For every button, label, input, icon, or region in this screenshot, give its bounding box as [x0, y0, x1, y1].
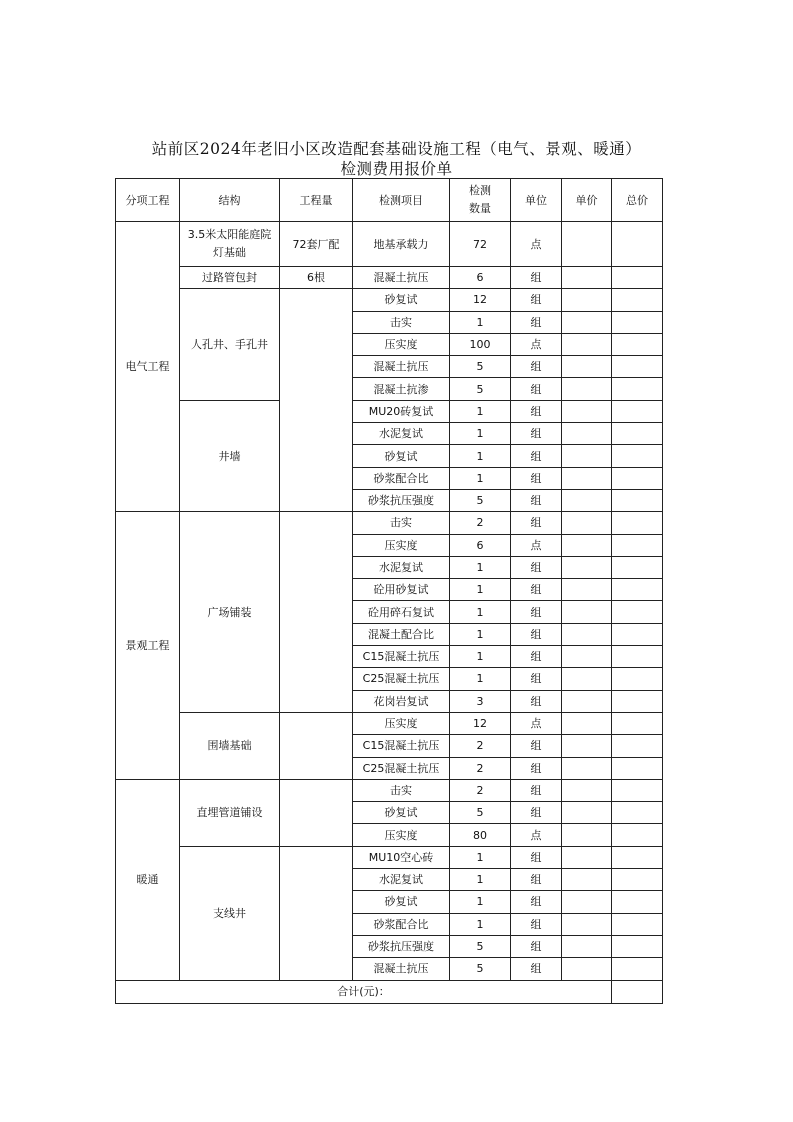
- header-unit-price: 单价: [562, 179, 612, 222]
- test-count: 6: [450, 267, 511, 289]
- unit-cell: 组: [511, 623, 562, 645]
- test-item: 击实: [353, 311, 450, 333]
- quote-table: [115, 178, 663, 1004]
- test-item: 砂浆配合比: [353, 913, 450, 935]
- unit-price-cell: [562, 222, 612, 267]
- unit-cell: 组: [511, 668, 562, 690]
- unit-cell: 组: [511, 913, 562, 935]
- test-count: 5: [450, 935, 511, 957]
- quantity-cell: 72套厂配: [280, 222, 353, 267]
- header-section: 分项工程: [116, 179, 180, 222]
- document-subtitle: 检测费用报价单: [340, 160, 453, 178]
- total-price-cell: [612, 467, 663, 489]
- unit-price-cell: [562, 356, 612, 378]
- total-price-cell: [612, 913, 663, 935]
- unit-price-cell: [562, 601, 612, 623]
- total-price-cell: [612, 824, 663, 846]
- total-price-cell: [612, 735, 663, 757]
- total-price-cell: [612, 802, 663, 824]
- unit-cell: 组: [511, 690, 562, 712]
- test-count: 100: [450, 333, 511, 355]
- unit-cell: 组: [511, 467, 562, 489]
- unit-price-cell: [562, 735, 612, 757]
- test-item: 砂浆抗压强度: [353, 935, 450, 957]
- header-quantity: 工程量: [280, 179, 353, 222]
- unit-price-cell: [562, 623, 612, 645]
- header-unit: 单位: [511, 179, 562, 222]
- test-count: 1: [450, 556, 511, 578]
- total-value-cell: [612, 980, 663, 1003]
- header-test-item: 检测项目: [353, 179, 450, 222]
- table-row: [116, 400, 663, 422]
- structure-cell: 人孔井、手孔井: [180, 289, 280, 400]
- test-item: 混凝土抗压: [353, 958, 450, 980]
- total-price-cell: [612, 378, 663, 400]
- test-count: 12: [450, 712, 511, 734]
- test-count: 5: [450, 356, 511, 378]
- total-price-cell: [612, 601, 663, 623]
- structure-cell: 广场铺装: [180, 512, 280, 713]
- test-item: 混凝土配合比: [353, 623, 450, 645]
- test-count: 5: [450, 489, 511, 511]
- total-price-cell: [612, 512, 663, 534]
- test-item: C15混凝土抗压: [353, 646, 450, 668]
- test-count: 1: [450, 423, 511, 445]
- test-count: 1: [450, 445, 511, 467]
- test-item: 地基承载力: [353, 222, 450, 267]
- unit-price-cell: [562, 712, 612, 734]
- total-price-cell: [612, 423, 663, 445]
- section-landscape: 景观工程: [116, 512, 180, 780]
- test-item: 击实: [353, 779, 450, 801]
- header-structure: 结构: [180, 179, 280, 222]
- total-price-cell: [612, 289, 663, 311]
- unit-cell: 点: [511, 333, 562, 355]
- total-price-cell: [612, 623, 663, 645]
- unit-price-cell: [562, 579, 612, 601]
- test-count: 6: [450, 534, 511, 556]
- table-row: [116, 267, 663, 289]
- test-item: 砂复试: [353, 891, 450, 913]
- unit-cell: 组: [511, 757, 562, 779]
- test-item: 砂复试: [353, 289, 450, 311]
- unit-price-cell: [562, 846, 612, 868]
- test-count: 5: [450, 958, 511, 980]
- total-price-cell: [612, 267, 663, 289]
- structure-cell: 过路管包封: [180, 267, 280, 289]
- test-count: 1: [450, 646, 511, 668]
- test-count: 1: [450, 579, 511, 601]
- unit-cell: 点: [511, 534, 562, 556]
- test-item: 砼用砂复试: [353, 579, 450, 601]
- unit-price-cell: [562, 311, 612, 333]
- test-item: C25混凝土抗压: [353, 757, 450, 779]
- unit-price-cell: [562, 646, 612, 668]
- total-price-cell: [612, 333, 663, 355]
- test-count: 2: [450, 779, 511, 801]
- total-price-cell: [612, 222, 663, 267]
- unit-cell: 点: [511, 824, 562, 846]
- test-item: 砂复试: [353, 802, 450, 824]
- test-count: 1: [450, 467, 511, 489]
- test-item: 砂复试: [353, 445, 450, 467]
- total-price-cell: [612, 489, 663, 511]
- total-price-cell: [612, 445, 663, 467]
- structure-cell: 井墙: [180, 400, 280, 511]
- unit-price-cell: [562, 824, 612, 846]
- unit-price-cell: [562, 489, 612, 511]
- structure-lamp-base: 3.5米太阳能庭院灯基础: [187, 228, 272, 259]
- structure-cell: 围墙基础: [180, 712, 280, 779]
- total-price-cell: [612, 579, 663, 601]
- test-count: 72: [450, 222, 511, 267]
- unit-price-cell: [562, 267, 612, 289]
- total-price-cell: [612, 400, 663, 422]
- unit-cell: 组: [511, 378, 562, 400]
- unit-price-cell: [562, 802, 612, 824]
- unit-price-cell: [562, 378, 612, 400]
- unit-price-cell: [562, 757, 612, 779]
- test-count: 2: [450, 735, 511, 757]
- total-price-cell: [612, 958, 663, 980]
- test-count: 5: [450, 802, 511, 824]
- test-item: 混凝土抗渗: [353, 378, 450, 400]
- test-item: 击实: [353, 512, 450, 534]
- unit-cell: 组: [511, 267, 562, 289]
- test-item: 混凝土抗压: [353, 267, 450, 289]
- total-price-cell: [612, 935, 663, 957]
- total-label: 合计(元)：: [116, 980, 612, 1003]
- unit-cell: 组: [511, 311, 562, 333]
- quantity-cell: [280, 712, 353, 779]
- total-price-cell: [612, 646, 663, 668]
- header-test-count-text: 检测数量: [469, 184, 491, 215]
- unit-price-cell: [562, 400, 612, 422]
- total-price-cell: [612, 891, 663, 913]
- unit-cell: 组: [511, 802, 562, 824]
- unit-cell: 组: [511, 400, 562, 422]
- unit-price-cell: [562, 935, 612, 957]
- unit-price-cell: [562, 289, 612, 311]
- unit-price-cell: [562, 512, 612, 534]
- unit-cell: 组: [511, 579, 562, 601]
- table-row: [116, 289, 663, 311]
- test-count: 1: [450, 311, 511, 333]
- unit-cell: 组: [511, 958, 562, 980]
- test-count: 12: [450, 289, 511, 311]
- test-count: 80: [450, 824, 511, 846]
- total-price-cell: [612, 690, 663, 712]
- unit-price-cell: [562, 690, 612, 712]
- test-count: 3: [450, 690, 511, 712]
- unit-price-cell: [562, 668, 612, 690]
- quantity-cell: [280, 512, 353, 713]
- test-item: 水泥复试: [353, 556, 450, 578]
- unit-price-cell: [562, 333, 612, 355]
- test-count: 5: [450, 378, 511, 400]
- test-item: 砼用碎石复试: [353, 601, 450, 623]
- unit-cell: 组: [511, 846, 562, 868]
- unit-cell: 组: [511, 735, 562, 757]
- test-item: 压实度: [353, 333, 450, 355]
- test-item: MU10空心砖: [353, 846, 450, 868]
- unit-cell: 组: [511, 779, 562, 801]
- test-item: 水泥复试: [353, 423, 450, 445]
- test-count: 1: [450, 846, 511, 868]
- unit-cell: 点: [511, 222, 562, 267]
- total-price-cell: [612, 757, 663, 779]
- structure-cell: 直埋管道铺设: [180, 779, 280, 846]
- test-count: 1: [450, 400, 511, 422]
- total-price-cell: [612, 712, 663, 734]
- test-count: 1: [450, 891, 511, 913]
- test-count: 1: [450, 869, 511, 891]
- unit-cell: 组: [511, 356, 562, 378]
- header-total-price: 总价: [612, 179, 663, 222]
- section-hvac: 暖通: [116, 779, 180, 980]
- unit-cell: 组: [511, 489, 562, 511]
- header-test-count: [450, 179, 511, 222]
- test-item: 花岗岩复试: [353, 690, 450, 712]
- unit-price-cell: [562, 445, 612, 467]
- unit-price-cell: [562, 423, 612, 445]
- table-row: [116, 222, 663, 267]
- table-row: [116, 512, 663, 534]
- unit-price-cell: [562, 467, 612, 489]
- test-count: 1: [450, 623, 511, 645]
- unit-cell: 组: [511, 423, 562, 445]
- total-price-cell: [612, 311, 663, 333]
- test-item: 压实度: [353, 712, 450, 734]
- test-count: 1: [450, 668, 511, 690]
- test-item: 压实度: [353, 534, 450, 556]
- total-row: [116, 980, 663, 1003]
- test-item: 水泥复试: [353, 869, 450, 891]
- document-title: 站前区2024年老旧小区改造配套基础设施工程（电气、景观、暖通）: [151, 140, 642, 158]
- table-row: [116, 779, 663, 801]
- test-count: 2: [450, 512, 511, 534]
- unit-price-cell: [562, 869, 612, 891]
- unit-cell: 组: [511, 512, 562, 534]
- unit-cell: 组: [511, 869, 562, 891]
- quantity-cell: 6根: [280, 267, 353, 289]
- quantity-cell: [280, 846, 353, 980]
- unit-price-cell: [562, 534, 612, 556]
- test-item: 压实度: [353, 824, 450, 846]
- total-price-cell: [612, 869, 663, 891]
- test-count: 2: [450, 757, 511, 779]
- unit-price-cell: [562, 779, 612, 801]
- test-item: 砂浆抗压强度: [353, 489, 450, 511]
- unit-price-cell: [562, 891, 612, 913]
- unit-cell: 点: [511, 712, 562, 734]
- total-price-cell: [612, 556, 663, 578]
- total-price-cell: [612, 846, 663, 868]
- unit-cell: 组: [511, 289, 562, 311]
- structure-cell: 支线井: [180, 846, 280, 980]
- test-item: C15混凝土抗压: [353, 735, 450, 757]
- unit-cell: 组: [511, 891, 562, 913]
- unit-price-cell: [562, 556, 612, 578]
- total-price-cell: [612, 356, 663, 378]
- unit-cell: 组: [511, 646, 562, 668]
- unit-cell: 组: [511, 601, 562, 623]
- test-item: MU20砖复试: [353, 400, 450, 422]
- unit-cell: 组: [511, 556, 562, 578]
- quantity-cell: [280, 289, 353, 512]
- total-price-cell: [612, 668, 663, 690]
- section-electrical: 电气工程: [116, 222, 180, 512]
- unit-price-cell: [562, 913, 612, 935]
- quantity-cell: [280, 779, 353, 846]
- table-row: [116, 846, 663, 868]
- unit-price-cell: [562, 958, 612, 980]
- test-item: 混凝土抗压: [353, 356, 450, 378]
- table-row: [116, 712, 663, 734]
- unit-cell: 组: [511, 935, 562, 957]
- test-count: 1: [450, 913, 511, 935]
- total-price-cell: [612, 534, 663, 556]
- test-count: 1: [450, 601, 511, 623]
- total-price-cell: [612, 779, 663, 801]
- test-item: 砂浆配合比: [353, 467, 450, 489]
- header-row: [116, 179, 663, 222]
- structure-cell: [180, 222, 280, 267]
- test-item: C25混凝土抗压: [353, 668, 450, 690]
- unit-cell: 组: [511, 445, 562, 467]
